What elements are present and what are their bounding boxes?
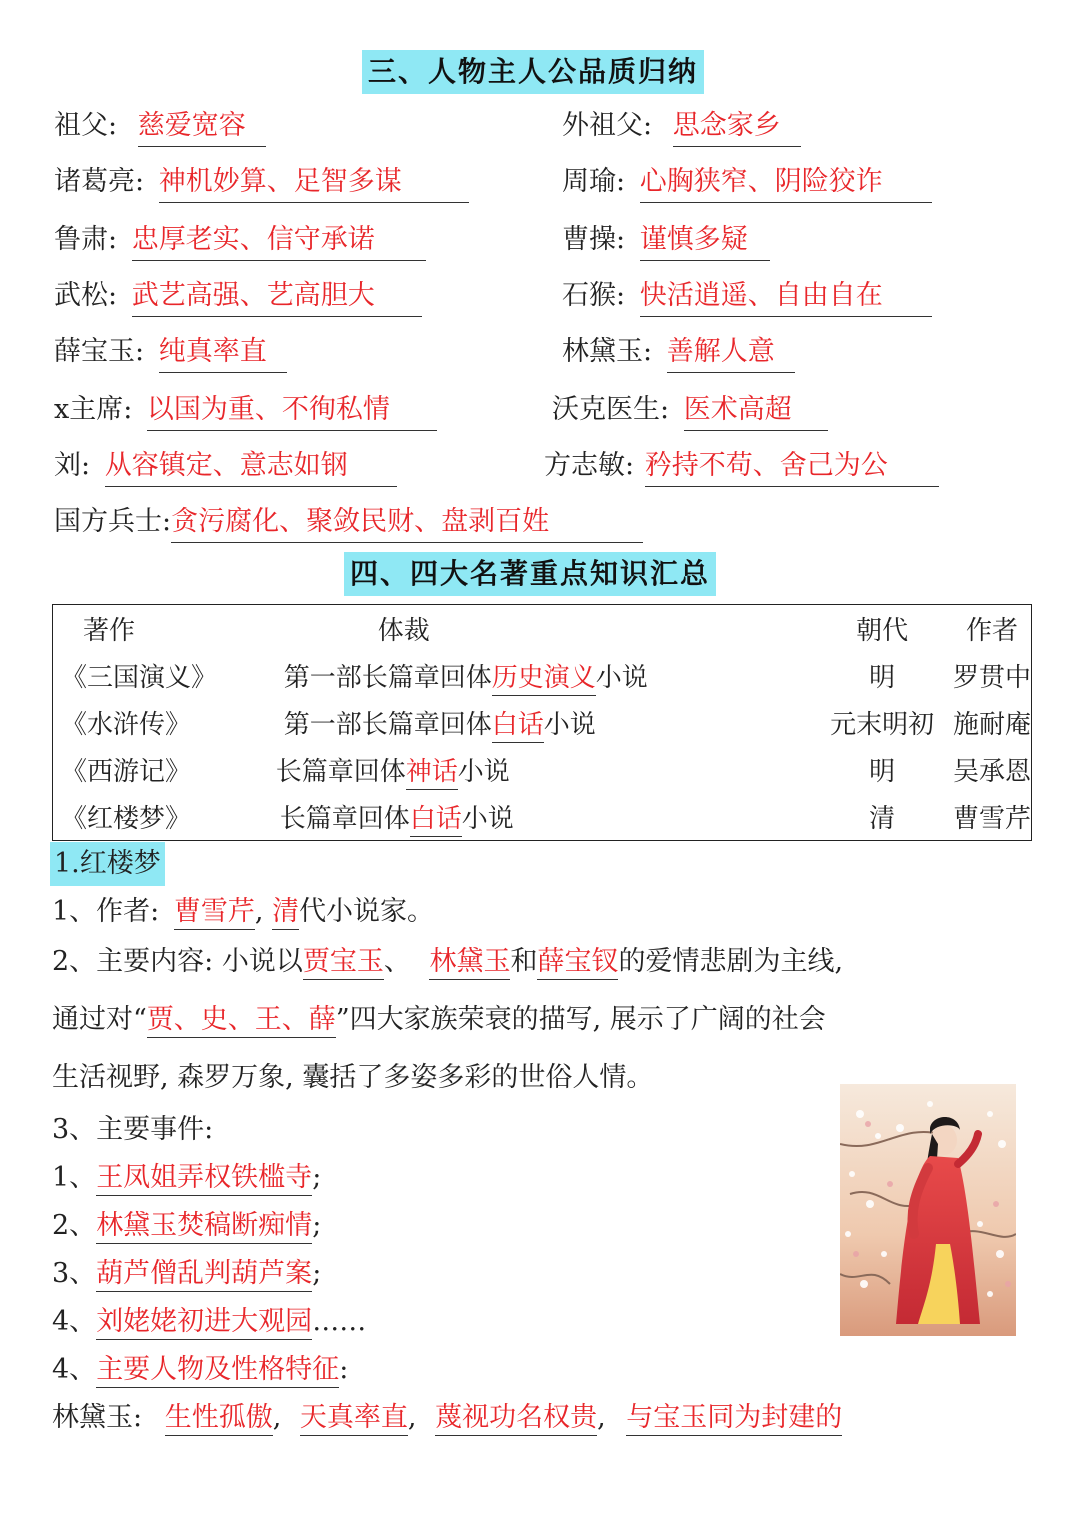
trait-label: 沃克医生: bbox=[552, 394, 670, 425]
trait-label: 鲁肃: bbox=[54, 224, 118, 255]
trait-item bbox=[562, 222, 770, 261]
content-line-3: 生活视野, 森罗万象, 囊括了多姿多彩的世俗人情。 bbox=[52, 1062, 654, 1093]
author-name: 曹雪芹 bbox=[174, 896, 255, 930]
trait-value: 以国为重、不徇私情 bbox=[147, 392, 437, 431]
author-line: 1、作者: 曹雪芹, 清代小说家。 bbox=[52, 894, 434, 930]
trait-value: 慈爱宽容 bbox=[138, 108, 266, 147]
content-line-1: 2、主要内容: 小说以贾宝玉、 林黛玉和薛宝钗的爱情悲剧为主线, bbox=[52, 944, 843, 980]
character-name: 贾宝玉 bbox=[303, 946, 384, 980]
trait-value: 矜持不苟、舍己为公 bbox=[645, 448, 939, 487]
trait-value: 忠厚老实、信守承诺 bbox=[132, 222, 426, 261]
work-title: 《西游记》 bbox=[61, 757, 192, 787]
trait-item bbox=[54, 278, 422, 317]
trait-label: 方志敏: bbox=[544, 450, 635, 481]
trait-value: 武艺高强、艺高胆大 bbox=[132, 278, 422, 317]
trait: 生性孤傲 bbox=[165, 1402, 273, 1436]
work-genre: 长篇章回体神话小说 bbox=[268, 746, 812, 793]
author-dynasty: 清 bbox=[272, 896, 299, 930]
section3-heading: 三、人物主人公品质归纳 bbox=[362, 50, 704, 94]
trait-item bbox=[562, 334, 795, 373]
event-item: 2、林黛玉焚稿断痴情; bbox=[52, 1208, 321, 1244]
work-author: 曹雪芹 bbox=[952, 804, 1031, 834]
column-header: 作者 bbox=[965, 616, 1018, 646]
trait-value: 心胸狭窄、阴险狡诈 bbox=[640, 164, 932, 203]
trait-item bbox=[54, 448, 397, 487]
work-author: 施耐庵 bbox=[952, 710, 1031, 740]
trait-item bbox=[562, 108, 801, 147]
trait-value: 思念家乡 bbox=[673, 108, 801, 147]
work-dynasty: 清 bbox=[869, 804, 896, 834]
work-title: 《水浒传》 bbox=[61, 710, 192, 740]
trait-label: 薛宝玉: bbox=[54, 336, 145, 367]
table-row bbox=[53, 746, 1032, 793]
work-author: 吴承恩 bbox=[952, 757, 1031, 787]
work-dynasty: 明 bbox=[869, 757, 896, 787]
trait-value: 善解人意 bbox=[667, 334, 795, 373]
trait-value: 从容镇定、意志如钢 bbox=[105, 448, 397, 487]
column-header: 体裁 bbox=[377, 616, 430, 646]
trait-item bbox=[54, 108, 266, 147]
event-text: 林黛玉焚稿断痴情 bbox=[96, 1210, 312, 1244]
events-title: 3、主要事件: bbox=[52, 1114, 214, 1145]
genre-key: 白话 bbox=[492, 710, 544, 743]
work-genre: 第一部长篇章回体白话小说 bbox=[268, 699, 812, 746]
trait-value: 纯真率直 bbox=[159, 334, 287, 373]
trait-item bbox=[54, 334, 287, 373]
lady-in-red-illustration bbox=[840, 1084, 1016, 1336]
characters-title-text: 主要人物及性格特征 bbox=[96, 1354, 339, 1388]
trait-label: 林黛玉: bbox=[562, 336, 653, 367]
trait-value: 谨慎多疑 bbox=[640, 222, 770, 261]
genre-key: 白话 bbox=[410, 804, 462, 837]
trait-label: 外祖父: bbox=[562, 110, 653, 141]
trait-item bbox=[562, 278, 932, 317]
work-title: 《红楼梦》 bbox=[61, 804, 192, 834]
work-genre: 第一部长篇章回体历史演义小说 bbox=[268, 652, 812, 699]
content-line-2: 通过对“贾、史、王、薛”四大家族荣衰的描写, 展示了广阔的社会 bbox=[52, 1002, 826, 1038]
trait-label: 祖父: bbox=[54, 110, 118, 141]
lindaiyu-traits: 林黛玉: 生性孤傲, 天真率直, 蔑视功名权贵, 与宝玉同为封建的 bbox=[52, 1400, 842, 1436]
trait-label: 周瑜: bbox=[562, 166, 626, 197]
character-name: 薛宝钗 bbox=[537, 946, 618, 980]
event-text: 王凤姐弄权铁槛寺 bbox=[96, 1162, 312, 1196]
characters-title: 4、主要人物及性格特征: bbox=[52, 1352, 348, 1388]
genre-key: 神话 bbox=[406, 757, 458, 790]
illustration-svg bbox=[840, 1084, 1016, 1336]
trait-value: 贪污腐化、聚敛民财、盘剥百姓 bbox=[171, 504, 643, 543]
classics-table bbox=[52, 604, 1032, 841]
trait-item bbox=[54, 504, 643, 543]
column-header: 朝代 bbox=[856, 616, 909, 646]
table-row bbox=[53, 652, 1032, 699]
trait-label: 刘: bbox=[54, 450, 91, 481]
trait-item bbox=[54, 392, 437, 431]
event-item: 3、葫芦僧乱判葫芦案; bbox=[52, 1256, 321, 1292]
trait-label: x主席: bbox=[54, 394, 133, 425]
work-title: 《三国演义》 bbox=[61, 663, 218, 693]
trait-label: 石猴: bbox=[562, 280, 626, 311]
trait-label: 武松: bbox=[54, 280, 118, 311]
four-families: 贾、史、王、薛 bbox=[147, 1004, 336, 1038]
trait-item bbox=[544, 448, 939, 487]
trait-value: 快活逍遥、自由自在 bbox=[640, 278, 932, 317]
trait-label: 诸葛亮: bbox=[54, 166, 145, 197]
table-row bbox=[53, 699, 1032, 746]
table-row bbox=[53, 793, 1032, 841]
trait-label: 国方兵士: bbox=[54, 506, 172, 537]
trait-item bbox=[562, 164, 932, 203]
trait-value: 医术高超 bbox=[684, 392, 828, 431]
event-item: 1、王凤姐弄权铁槛寺; bbox=[52, 1160, 321, 1196]
subsection-heading: 1.红楼梦 bbox=[50, 842, 165, 886]
trait-item bbox=[552, 392, 828, 431]
character-name: 林黛玉 bbox=[429, 946, 510, 980]
column-header: 著作 bbox=[83, 616, 136, 646]
trait-value: 神机妙算、足智多谋 bbox=[159, 164, 469, 203]
section4-heading: 四、四大名著重点知识汇总 bbox=[344, 552, 716, 596]
trait-item bbox=[54, 164, 469, 203]
table-header-row bbox=[53, 605, 1032, 653]
trait: 与宝玉同为封建的 bbox=[626, 1402, 842, 1436]
event-text: 葫芦僧乱判葫芦案 bbox=[96, 1258, 312, 1292]
work-author: 罗贯中 bbox=[952, 663, 1031, 693]
trait-item bbox=[54, 222, 426, 261]
trait-label: 曹操: bbox=[562, 224, 626, 255]
trait: 蔑视功名权贵 bbox=[435, 1402, 597, 1436]
work-dynasty: 元末明初 bbox=[830, 710, 935, 740]
event-text: 刘姥姥初进大观园 bbox=[96, 1306, 312, 1340]
genre-key: 历史演义 bbox=[492, 663, 596, 696]
trait: 天真率直 bbox=[300, 1402, 408, 1436]
work-dynasty: 明 bbox=[869, 663, 896, 693]
event-item: 4、刘姥姥初进大观园…… bbox=[52, 1304, 366, 1340]
work-genre: 长篇章回体白话小说 bbox=[268, 793, 812, 841]
